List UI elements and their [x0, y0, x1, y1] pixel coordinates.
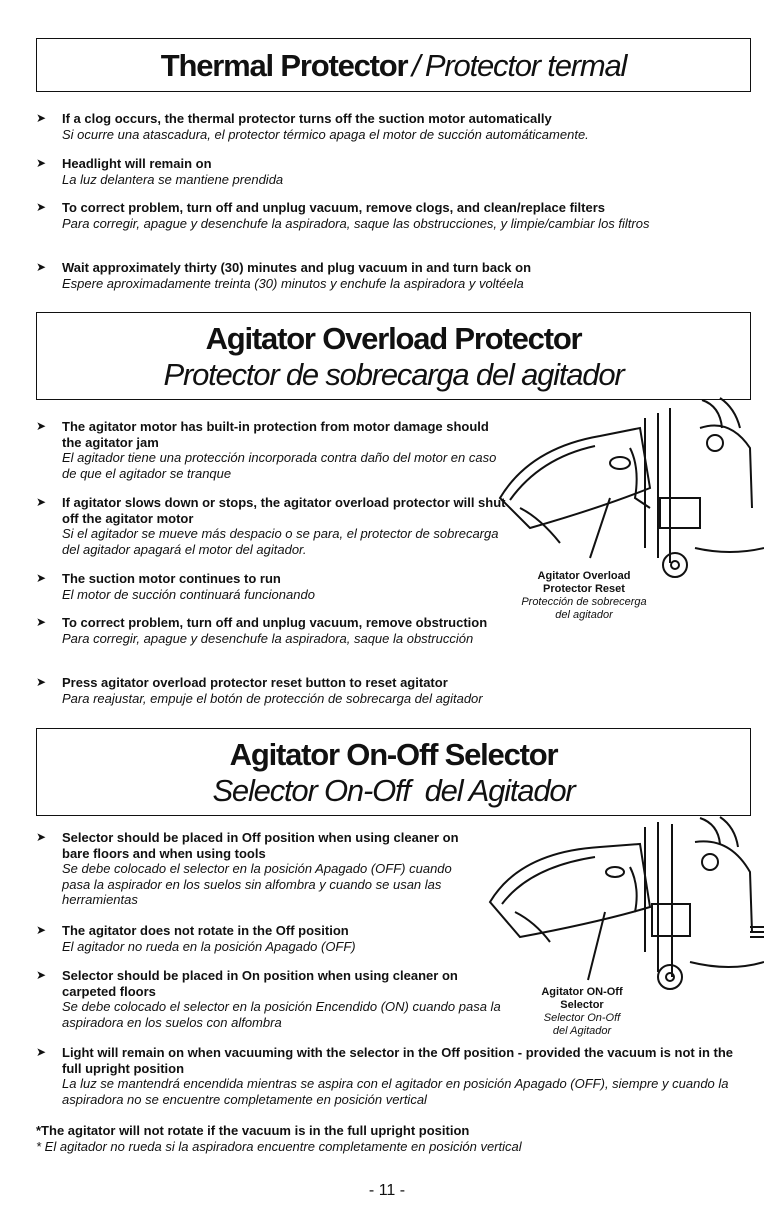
bullet-en: Press agitator overload protector reset button to reset agitator [62, 675, 448, 690]
bullet-en: Wait approximately thirty (30) minutes and plug vacuum in and turn back on [62, 260, 532, 275]
bullet-en: Light will remain on when vacuuming with the selector in the Off position - provided the vacuum is not in the full upright position [62, 1045, 733, 1076]
overload-caption [498, 570, 670, 622]
page-number: - 11 - [368, 1182, 406, 1199]
overload-bullet-5 [36, 675, 751, 706]
arrow-bullet-icon: ➤ [36, 419, 47, 433]
thermal-bullet-1 [36, 111, 751, 142]
agitator-selector-header [36, 728, 751, 816]
bullet-en: Selector should be placed in Off position when using cleaner on bare floors and when using tools [62, 830, 459, 861]
bullet-en: Selector should be placed in On position when using cleaner on carpeted floors [62, 968, 458, 999]
caption-es-1: Selector On-Off [543, 1012, 621, 1024]
thermal-title-es: Protector termal [424, 48, 627, 83]
bullet-es: Se debe colocado el selector en la posición Apagado (OFF) cuando pasa la aspirador en los suelos sin alfombra y cuando se usan las herramientas [62, 861, 452, 907]
arrow-bullet-icon: ➤ [36, 495, 47, 509]
overload-bullet-2 [36, 495, 506, 557]
overload-bullet-3 [36, 571, 496, 602]
agitator-overload-header [36, 312, 751, 400]
bullet-es: Espere aproximadamente treinta (30) minutos y enchufe la aspiradora y voltéela [62, 275, 524, 291]
footnote-es: * El agitador no rueda si la aspiradora encuentre completamente en posición vertical [36, 1138, 522, 1154]
overload-title-en: Agitator Overload Protector [205, 321, 582, 356]
selector-caption [514, 986, 650, 1038]
thermal-protector-header [36, 38, 751, 92]
bullet-es: La luz se mantendrá encendida mientras se aspira con el agitador en posición Apagado (OFF), siempre y cuando la aspiradora no se encuentre completamente en posición vertical [62, 1076, 729, 1107]
caption-es-1: Protección de sobrecerga [521, 596, 647, 608]
bullet-es: La luz delantera se mantiene prendida [62, 171, 284, 187]
thermal-bullet-2 [36, 156, 751, 187]
agitator-overload-illustration [490, 388, 764, 588]
arrow-bullet-icon: ➤ [36, 1045, 47, 1059]
bullet-es: El agitador no rueda en la posición Apagado (OFF) [62, 938, 356, 954]
bullet-es: Si el agitador se mueve más despacio o se para, el protector de sobrecarga del agitador apagará el motor del agitador. [62, 526, 499, 557]
arrow-bullet-icon: ➤ [36, 111, 47, 125]
title-separator: / [411, 48, 421, 83]
caption-en-1: Agitator ON-Off [541, 986, 623, 998]
bullet-es: El motor de succión continuará funcionando [62, 586, 315, 602]
overload-bullet-4 [36, 615, 506, 646]
bullet-en: If agitator slows down or stops, the agitator overload protector will shut off the agitator motor [62, 495, 506, 526]
arrow-bullet-icon: ➤ [36, 830, 47, 844]
caption-en-2: Selector [560, 999, 604, 1011]
selector-bullet-2 [36, 923, 496, 954]
selector-bullet-3 [36, 968, 506, 1030]
bullet-en: The suction motor continues to run [62, 571, 281, 586]
arrow-bullet-icon: ➤ [36, 923, 47, 937]
overload-title-es: Protector de sobrecarga del agitador [163, 357, 624, 392]
caption-es-2: del Agitador [552, 1025, 612, 1037]
bullet-es: Si ocurre una atascadura, el protector térmico apaga el motor de succión automáticamente. [62, 126, 589, 142]
bullet-en: The agitator does not rotate in the Off position [62, 923, 349, 938]
caption-en-1: Agitator Overload [537, 570, 631, 582]
bullet-es: Para corregir, apague y desenchufe la aspiradora, saque la obstrucción [62, 630, 474, 646]
agitator-selector-illustration [480, 812, 764, 1002]
caption-en-2: Protector Reset [543, 583, 625, 595]
thermal-bullet-4 [36, 260, 751, 291]
arrow-bullet-icon: ➤ [36, 156, 47, 170]
bullet-es: El agitador tiene una protección incorporada contra daño del motor en caso de que el agitador se tranque [62, 450, 497, 481]
bullet-es: Para reajustar, empuje el botón de protección de sobrecarga del agitador [62, 690, 483, 706]
thermal-title-en: Thermal Protector [160, 48, 408, 83]
arrow-bullet-icon: ➤ [36, 968, 47, 982]
bullet-en: Headlight will remain on [62, 156, 212, 171]
selector-title-en: Agitator On-Off Selector [229, 737, 558, 772]
footnote [36, 1123, 751, 1154]
selector-bullet-4 [36, 1045, 751, 1107]
arrow-bullet-icon: ➤ [36, 200, 47, 214]
caption-es-2: del agitador [555, 609, 613, 621]
bullet-en: To correct problem, turn off and unplug vacuum, remove obstruction [62, 615, 488, 630]
selector-title-es: Selector On-Off del Agitador [212, 773, 575, 808]
thermal-bullet-3 [36, 200, 751, 231]
bullet-es: Se debe colocado el selector en la posición Encendido (ON) cuando pasa la aspiradora en los suelos con alfombra [62, 999, 501, 1030]
selector-bullet-1 [36, 830, 476, 908]
bullet-es: Para corregir, apague y desenchufe la aspiradora, saque las obstrucciones, y limpie/cambiar los filtros [62, 215, 650, 231]
arrow-bullet-icon: ➤ [36, 260, 47, 274]
bullet-en: The agitator motor has built-in protection from motor damage should the agitator jam [62, 419, 489, 450]
arrow-bullet-icon: ➤ [36, 571, 47, 585]
arrow-bullet-icon: ➤ [36, 675, 47, 689]
bullet-en: To correct problem, turn off and unplug vacuum, remove clogs, and clean/replace filters [62, 200, 605, 215]
footnote-en: *The agitator will not rotate if the vacuum is in the full upright position [36, 1123, 470, 1138]
bullet-en: If a clog occurs, the thermal protector turns off the suction motor automatically [62, 111, 552, 126]
arrow-bullet-icon: ➤ [36, 615, 47, 629]
overload-bullet-1 [36, 419, 506, 481]
